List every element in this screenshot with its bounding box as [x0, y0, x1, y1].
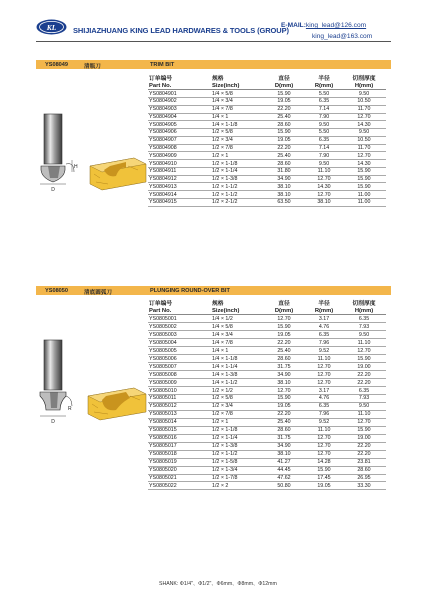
- table-cell: 6.35: [342, 315, 386, 323]
- table-cell: 38.10: [262, 191, 306, 199]
- table-cell: 1/2 × 1-1/4: [204, 434, 262, 442]
- table-cell: 1/4 × 1-3/8: [204, 371, 262, 379]
- table-cell: YS0805005: [148, 347, 204, 355]
- table-cell: YS0805013: [148, 410, 204, 418]
- table-cell: 6.35: [306, 402, 342, 410]
- table-row: [148, 129, 386, 137]
- header-divider: [36, 41, 391, 42]
- table-cell: 15.90: [306, 466, 342, 474]
- table-cell: 12.70: [306, 175, 342, 183]
- table-cell: 15.90: [342, 183, 386, 191]
- table-cell: 12.70: [342, 418, 386, 426]
- email-link-1[interactable]: king_lead@126.com: [305, 22, 367, 29]
- table-cell: 11.10: [306, 355, 342, 363]
- table-cell: 1/2 × 1-1/8: [204, 160, 262, 168]
- table-cell: 34.90: [262, 442, 306, 450]
- table-cell: YS0805010: [148, 387, 204, 395]
- table-cell: 1/4 × 1: [204, 347, 262, 355]
- table-cell: 规格: [212, 301, 224, 307]
- table-cell: YS0804912: [148, 175, 204, 183]
- table-cell: 1/2 × 1-3/4: [204, 466, 262, 474]
- table-cell: YS0805014: [148, 418, 204, 426]
- table-cell: 11.10: [306, 167, 342, 175]
- table-cell: YS0805004: [148, 339, 204, 347]
- table-cell: 1/2 × 1-1/4: [204, 167, 262, 175]
- table-cell: 1/4 × 1: [204, 113, 262, 121]
- table-cell: 17.45: [306, 474, 342, 482]
- table-cell: 切削厚度: [352, 76, 376, 82]
- table-row: [148, 167, 386, 175]
- table-cell: YS0805003: [148, 331, 204, 339]
- table-cell: 15.90: [342, 426, 386, 434]
- table-row: [148, 315, 386, 323]
- table-cell: 3.17: [306, 387, 342, 395]
- table-header-cn: [148, 73, 386, 82]
- table-cell: 12.70: [342, 152, 386, 160]
- table-cell: YS0805022: [148, 482, 204, 490]
- table-row: [148, 152, 386, 160]
- section-bar-plunging-round-over: [36, 286, 391, 295]
- table-cell: 22.20: [262, 105, 306, 113]
- table-cell: 12.70: [306, 379, 342, 387]
- trim-bit-illustration: [38, 104, 150, 219]
- table-row: [148, 90, 386, 98]
- table-cell: Size(inch): [204, 82, 262, 90]
- table-cell: YS0805018: [148, 450, 204, 458]
- table-cell: 33.30: [342, 482, 386, 490]
- table-cell: YS0804914: [148, 191, 204, 199]
- table-cell: YS0805008: [148, 371, 204, 379]
- table-cell: 1/2 × 1-1/8: [204, 426, 262, 434]
- table-cell: 7.90: [306, 113, 342, 121]
- table-cell: 1/2 × 5/8: [204, 129, 262, 137]
- table-cell: 19.00: [342, 363, 386, 371]
- email-label: E-MAIL:: [281, 22, 306, 29]
- table-cell: 31.75: [262, 434, 306, 442]
- table-cell: D(mm): [262, 307, 306, 315]
- table-cell: 19.00: [342, 434, 386, 442]
- table-cell: 9.52: [306, 418, 342, 426]
- table-cell: 1/4 × 7/8: [204, 105, 262, 113]
- svg-text:H: H: [74, 164, 78, 170]
- table-row: [148, 387, 386, 395]
- table-row: [148, 183, 386, 191]
- table-cell: 规格: [212, 76, 224, 82]
- table-cell: 6.35: [306, 136, 342, 144]
- table-cell: 11.70: [342, 144, 386, 152]
- section-bar-trim-bit: [36, 60, 391, 69]
- table-cell: 11.00: [342, 198, 386, 206]
- table-cell: 19.05: [262, 98, 306, 106]
- table-cell: YS0805020: [148, 466, 204, 474]
- section-cn-name: 清底圆弧刀: [84, 289, 112, 296]
- table-cell: 31.80: [262, 167, 306, 175]
- table-cell: 7.96: [306, 410, 342, 418]
- table-cell: 1/4 × 1-1/2: [204, 379, 262, 387]
- table-cell: H(mm): [342, 307, 386, 315]
- table-cell: 34.90: [262, 371, 306, 379]
- table-cell: 14.28: [306, 458, 342, 466]
- table-cell: 11.10: [342, 410, 386, 418]
- table-cell: YS0804905: [148, 121, 204, 129]
- table-cell: 1/2 × 3/4: [204, 402, 262, 410]
- table-cell: 12.70: [306, 363, 342, 371]
- table-cell: 19.05: [306, 482, 342, 490]
- table-cell: 12.70: [306, 371, 342, 379]
- table-cell: 12.70: [342, 113, 386, 121]
- table-cell: YS0805001: [148, 315, 204, 323]
- table-cell: 15.90: [342, 355, 386, 363]
- table-cell: 1/4 × 3/4: [204, 331, 262, 339]
- plunging-round-over-bit-illustration: [38, 332, 150, 447]
- table-row: [148, 331, 386, 339]
- table-cell: 1/2 × 1: [204, 152, 262, 160]
- table-cell: YS0804910: [148, 160, 204, 168]
- table-cell: 7.96: [306, 339, 342, 347]
- table-cell: YS0804906: [148, 129, 204, 137]
- trim-bit-spec-table: [148, 73, 386, 207]
- table-cell: 1/2 × 1-1/2: [204, 191, 262, 199]
- table-cell: 3.17: [306, 315, 342, 323]
- table-cell: 9.50: [306, 160, 342, 168]
- table-cell: 63.50: [262, 198, 306, 206]
- table-row: [148, 363, 386, 371]
- table-cell: 6.35: [306, 98, 342, 106]
- table-cell: 1/2 × 3/4: [204, 136, 262, 144]
- table-cell: 12.70: [306, 450, 342, 458]
- table-row: [148, 136, 386, 144]
- table-cell: 9.50: [342, 402, 386, 410]
- table-cell: 7.14: [306, 144, 342, 152]
- table-cell: 38.10: [262, 183, 306, 191]
- table-cell: YS0805011: [148, 394, 204, 402]
- table-cell: 22.20: [342, 450, 386, 458]
- table-cell: 11.10: [342, 339, 386, 347]
- table-cell: 7.14: [306, 105, 342, 113]
- table-cell: 10.50: [342, 136, 386, 144]
- svg-text:D: D: [51, 419, 55, 425]
- logo-text: KL: [46, 22, 57, 32]
- table-cell: 4.76: [306, 394, 342, 402]
- table-cell: 1/2 × 1/2: [204, 387, 262, 395]
- table-cell: 28.60: [262, 426, 306, 434]
- section-code: YS08050: [45, 287, 69, 294]
- table-cell: 12.70: [342, 347, 386, 355]
- table-cell: 1/2 × 2: [204, 482, 262, 490]
- table-cell: 14.30: [342, 160, 386, 168]
- table-cell: 14.30: [342, 121, 386, 129]
- table-cell: 22.20: [342, 442, 386, 450]
- table-cell: 44.45: [262, 466, 306, 474]
- table-cell: 1/2 × 5/8: [204, 394, 262, 402]
- table-cell: 14.30: [306, 183, 342, 191]
- table-cell: 25.40: [262, 152, 306, 160]
- section-code: YS08049: [45, 61, 69, 68]
- email-block: [281, 20, 372, 42]
- table-cell: 切削厚度: [352, 301, 376, 307]
- table-cell: YS0805019: [148, 458, 204, 466]
- table-cell: 28.60: [262, 355, 306, 363]
- table-cell: 26.95: [342, 474, 386, 482]
- table-cell: 11.00: [342, 191, 386, 199]
- table-cell: 22.20: [342, 371, 386, 379]
- table-cell: YS0804915: [148, 198, 204, 206]
- spec-table-body: [148, 73, 386, 206]
- table-cell: Size(inch): [204, 307, 262, 315]
- table-cell: 1/2 × 1-3/8: [204, 442, 262, 450]
- table-cell: 1/4 × 1-1/4: [204, 363, 262, 371]
- table-cell: 5.50: [306, 90, 342, 98]
- table-header-en: [148, 307, 386, 315]
- table-cell: 1/2 × 1-3/8: [204, 175, 262, 183]
- table-cell: 28.60: [262, 160, 306, 168]
- section-cn-name: 清瓶刀: [84, 63, 101, 70]
- table-cell: YS0804907: [148, 136, 204, 144]
- table-cell: 1/2 × 1-7/8: [204, 474, 262, 482]
- table-cell: Part No.: [148, 82, 204, 90]
- email-link-2[interactable]: king_lead@163.com: [312, 33, 373, 40]
- table-cell: 15.90: [262, 394, 306, 402]
- table-row: [148, 160, 386, 168]
- table-cell: 11.10: [306, 426, 342, 434]
- table-cell: YS0804903: [148, 105, 204, 113]
- table-row: [148, 323, 386, 331]
- table-row: [148, 339, 386, 347]
- table-cell: 15.90: [342, 167, 386, 175]
- table-cell: H(mm): [342, 82, 386, 90]
- table-cell: 28.60: [262, 121, 306, 129]
- table-row: [148, 410, 386, 418]
- table-row: [148, 98, 386, 106]
- table-cell: 6.35: [306, 331, 342, 339]
- table-cell: 5.50: [306, 129, 342, 137]
- table-cell: YS0804904: [148, 113, 204, 121]
- table-cell: 38.10: [262, 379, 306, 387]
- table-cell: 28.60: [342, 466, 386, 474]
- table-cell: 7.93: [342, 394, 386, 402]
- table-cell: 1/4 × 1/2: [204, 315, 262, 323]
- spec-table-body: [148, 298, 386, 490]
- section-en-name: TRIM BIT: [150, 61, 175, 68]
- table-cell: 1/2 × 1-5/8: [204, 458, 262, 466]
- table-cell: YS0805009: [148, 379, 204, 387]
- table-cell: 22.20: [262, 144, 306, 152]
- table-cell: YS0805016: [148, 434, 204, 442]
- table-cell: 12.70: [306, 191, 342, 199]
- table-cell: 1/2 × 7/8: [204, 410, 262, 418]
- section-en-name: PLUNGING ROUND-OVER BIT: [150, 287, 230, 294]
- table-cell: 25.40: [262, 113, 306, 121]
- table-row: [148, 458, 386, 466]
- table-cell: 41.27: [262, 458, 306, 466]
- table-cell: 1/4 × 7/8: [204, 339, 262, 347]
- table-cell: 9.50: [342, 90, 386, 98]
- table-cell: 1/2 × 1: [204, 418, 262, 426]
- company-name: SHIJIAZHUANG KING LEAD HARDWARES & TOOLS (GROUP): [73, 26, 289, 35]
- table-header-cn: [148, 298, 386, 307]
- table-header-en: [148, 82, 386, 90]
- table-row: [148, 442, 386, 450]
- table-cell: YS0804913: [148, 183, 204, 191]
- table-row: [148, 418, 386, 426]
- table-cell: YS0805007: [148, 363, 204, 371]
- table-cell: 直径: [278, 301, 290, 307]
- table-cell: 订单编号: [149, 76, 173, 82]
- table-row: [148, 482, 386, 490]
- table-cell: YS0805021: [148, 474, 204, 482]
- table-row: [148, 394, 386, 402]
- table-cell: 38.10: [262, 450, 306, 458]
- table-cell: 1/4 × 3/4: [204, 98, 262, 106]
- table-cell: 1/4 × 1-1/8: [204, 121, 262, 129]
- table-cell: YS0805012: [148, 402, 204, 410]
- table-cell: 22.20: [262, 339, 306, 347]
- table-row: [148, 144, 386, 152]
- table-cell: 1/4 × 1-1/8: [204, 355, 262, 363]
- table-cell: 9.50: [342, 129, 386, 137]
- table-cell: 1/2 × 1-1/2: [204, 183, 262, 191]
- table-row: [148, 191, 386, 199]
- table-cell: YS0804902: [148, 98, 204, 106]
- table-cell: 10.50: [342, 98, 386, 106]
- table-cell: 9.50: [342, 331, 386, 339]
- table-row: [148, 466, 386, 474]
- table-cell: YS0804909: [148, 152, 204, 160]
- table-cell: 47.62: [262, 474, 306, 482]
- table-cell: 12.70: [262, 387, 306, 395]
- table-cell: 15.90: [342, 175, 386, 183]
- table-cell: 22.20: [262, 410, 306, 418]
- table-row: [148, 426, 386, 434]
- table-cell: 1/4 × 5/8: [204, 90, 262, 98]
- table-row: [148, 113, 386, 121]
- table-row: [148, 450, 386, 458]
- table-cell: 38.10: [306, 198, 342, 206]
- table-cell: 12.70: [262, 315, 306, 323]
- table-cell: 50.80: [262, 482, 306, 490]
- table-row: [148, 379, 386, 387]
- table-cell: 22.20: [342, 379, 386, 387]
- table-row: [148, 121, 386, 129]
- table-row: [148, 198, 386, 206]
- table-cell: 23.81: [342, 458, 386, 466]
- table-cell: 半径: [318, 76, 330, 82]
- table-cell: 12.70: [306, 434, 342, 442]
- table-cell: 7.90: [306, 152, 342, 160]
- table-cell: YS0804911: [148, 167, 204, 175]
- table-cell: 1/2 × 7/8: [204, 144, 262, 152]
- table-cell: YS0805002: [148, 323, 204, 331]
- table-cell: 半径: [318, 301, 330, 307]
- table-cell: Part No.: [148, 307, 204, 315]
- table-row: [148, 371, 386, 379]
- table-cell: YS0805017: [148, 442, 204, 450]
- table-cell: D(mm): [262, 82, 306, 90]
- shank-note: SHANK: Φ1/4"、Φ1/2"、Φ6mm、Φ8mm、Φ12mm: [159, 581, 277, 587]
- plunging-round-over-spec-table: [148, 298, 386, 490]
- table-cell: 9.52: [306, 347, 342, 355]
- table-cell: 25.40: [262, 347, 306, 355]
- table-cell: 订单编号: [149, 301, 173, 307]
- table-row: [148, 347, 386, 355]
- table-cell: 15.90: [262, 323, 306, 331]
- table-cell: 25.40: [262, 418, 306, 426]
- table-cell: 15.90: [262, 90, 306, 98]
- table-cell: 12.70: [306, 442, 342, 450]
- svg-text:D: D: [51, 187, 55, 193]
- table-cell: 15.90: [262, 129, 306, 137]
- table-cell: 34.90: [262, 175, 306, 183]
- company-logo: [36, 19, 67, 35]
- table-row: [148, 355, 386, 363]
- svg-text:R: R: [68, 406, 72, 412]
- table-cell: 9.50: [306, 121, 342, 129]
- table-cell: R(mm): [306, 307, 342, 315]
- table-cell: 31.75: [262, 363, 306, 371]
- table-row: [148, 105, 386, 113]
- table-cell: 6.35: [342, 387, 386, 395]
- table-cell: R(mm): [306, 82, 342, 90]
- table-cell: 7.93: [342, 323, 386, 331]
- table-cell: 直径: [278, 76, 290, 82]
- table-cell: 11.70: [342, 105, 386, 113]
- table-cell: YS0805006: [148, 355, 204, 363]
- table-row: [148, 474, 386, 482]
- table-cell: 1/4 × 5/8: [204, 323, 262, 331]
- table-cell: YS0805015: [148, 426, 204, 434]
- table-cell: 19.05: [262, 331, 306, 339]
- table-row: [148, 402, 386, 410]
- table-cell: 1/2 × 2-1/2: [204, 198, 262, 206]
- table-cell: 1/2 × 1-1/2: [204, 450, 262, 458]
- table-row: [148, 175, 386, 183]
- table-cell: 4.76: [306, 323, 342, 331]
- table-cell: YS0804908: [148, 144, 204, 152]
- table-cell: YS0804901: [148, 90, 204, 98]
- table-row: [148, 434, 386, 442]
- table-cell: 19.05: [262, 402, 306, 410]
- table-cell: 19.05: [262, 136, 306, 144]
- page-header: [0, 0, 424, 42]
